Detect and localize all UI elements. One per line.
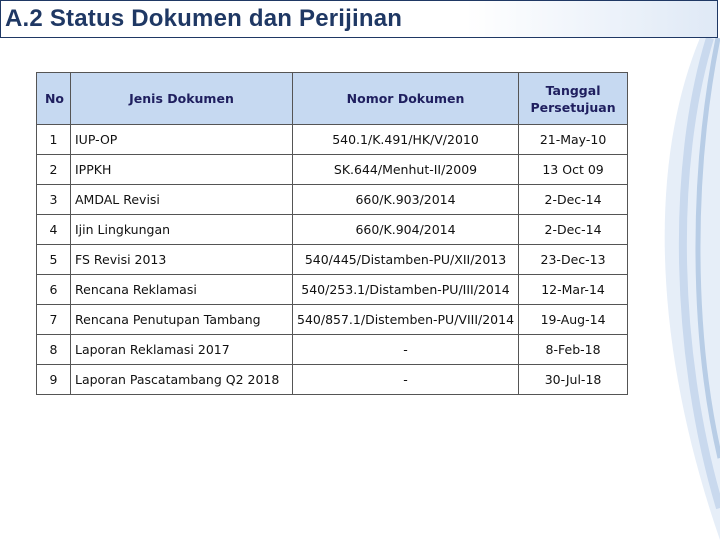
decorative-swoosh xyxy=(630,38,720,540)
table-row xyxy=(37,215,628,245)
cell-no: 3 xyxy=(37,185,71,215)
document-status-table-wrap xyxy=(36,72,628,395)
cell-jenis: AMDAL Revisi xyxy=(71,185,293,215)
cell-nomor: 540/253.1/Distamben-PU/III/2014 xyxy=(293,275,519,305)
title-bar xyxy=(0,0,718,38)
cell-tanggal: 19-Aug-14 xyxy=(519,305,628,335)
cell-tanggal: 12-Mar-14 xyxy=(519,275,628,305)
header-jenis-dokumen: Jenis Dokumen xyxy=(71,73,293,125)
cell-tanggal: 21-May-10 xyxy=(519,125,628,155)
cell-no: 9 xyxy=(37,365,71,395)
cell-nomor: - xyxy=(293,365,519,395)
cell-tanggal: 2-Dec-14 xyxy=(519,215,628,245)
cell-tanggal: 13 Oct 09 xyxy=(519,155,628,185)
cell-no: 6 xyxy=(37,275,71,305)
table-row xyxy=(37,305,628,335)
cell-nomor: 660/K.904/2014 xyxy=(293,215,519,245)
page-title: A.2 Status Dokumen dan Perijinan xyxy=(5,5,403,32)
cell-jenis: Ijin Lingkungan xyxy=(71,215,293,245)
cell-nomor: 540/445/Distamben-PU/XII/2013 xyxy=(293,245,519,275)
cell-no: 5 xyxy=(37,245,71,275)
cell-tanggal: 30-Jul-18 xyxy=(519,365,628,395)
cell-jenis: IPPKH xyxy=(71,155,293,185)
cell-jenis: Rencana Penutupan Tambang xyxy=(71,305,293,335)
table-row xyxy=(37,125,628,155)
cell-nomor: - xyxy=(293,335,519,365)
document-status-table xyxy=(36,72,628,395)
cell-nomor: SK.644/Menhut-II/2009 xyxy=(293,155,519,185)
cell-tanggal: 23-Dec-13 xyxy=(519,245,628,275)
cell-tanggal: 2-Dec-14 xyxy=(519,185,628,215)
cell-jenis: Rencana Reklamasi xyxy=(71,275,293,305)
table-row xyxy=(37,185,628,215)
header-tanggal-persetujuan: Tanggal Persetujuan xyxy=(519,73,628,125)
cell-no: 4 xyxy=(37,215,71,245)
cell-nomor: 660/K.903/2014 xyxy=(293,185,519,215)
cell-no: 1 xyxy=(37,125,71,155)
table-row xyxy=(37,365,628,395)
header-no: No xyxy=(37,73,71,125)
cell-no: 7 xyxy=(37,305,71,335)
cell-jenis: Laporan Reklamasi 2017 xyxy=(71,335,293,365)
table-row xyxy=(37,245,628,275)
header-nomor-dokumen: Nomor Dokumen xyxy=(293,73,519,125)
table-row xyxy=(37,275,628,305)
cell-tanggal: 8-Feb-18 xyxy=(519,335,628,365)
cell-nomor: 540.1/K.491/HK/V/2010 xyxy=(293,125,519,155)
cell-no: 8 xyxy=(37,335,71,365)
table-header-row xyxy=(37,73,628,125)
cell-nomor: 540/857.1/Distemben-PU/VIII/2014 xyxy=(293,305,519,335)
table-row xyxy=(37,335,628,365)
cell-jenis: IUP-OP xyxy=(71,125,293,155)
cell-jenis: Laporan Pascatambang Q2 2018 xyxy=(71,365,293,395)
table-row xyxy=(37,155,628,185)
cell-no: 2 xyxy=(37,155,71,185)
cell-jenis: FS Revisi 2013 xyxy=(71,245,293,275)
